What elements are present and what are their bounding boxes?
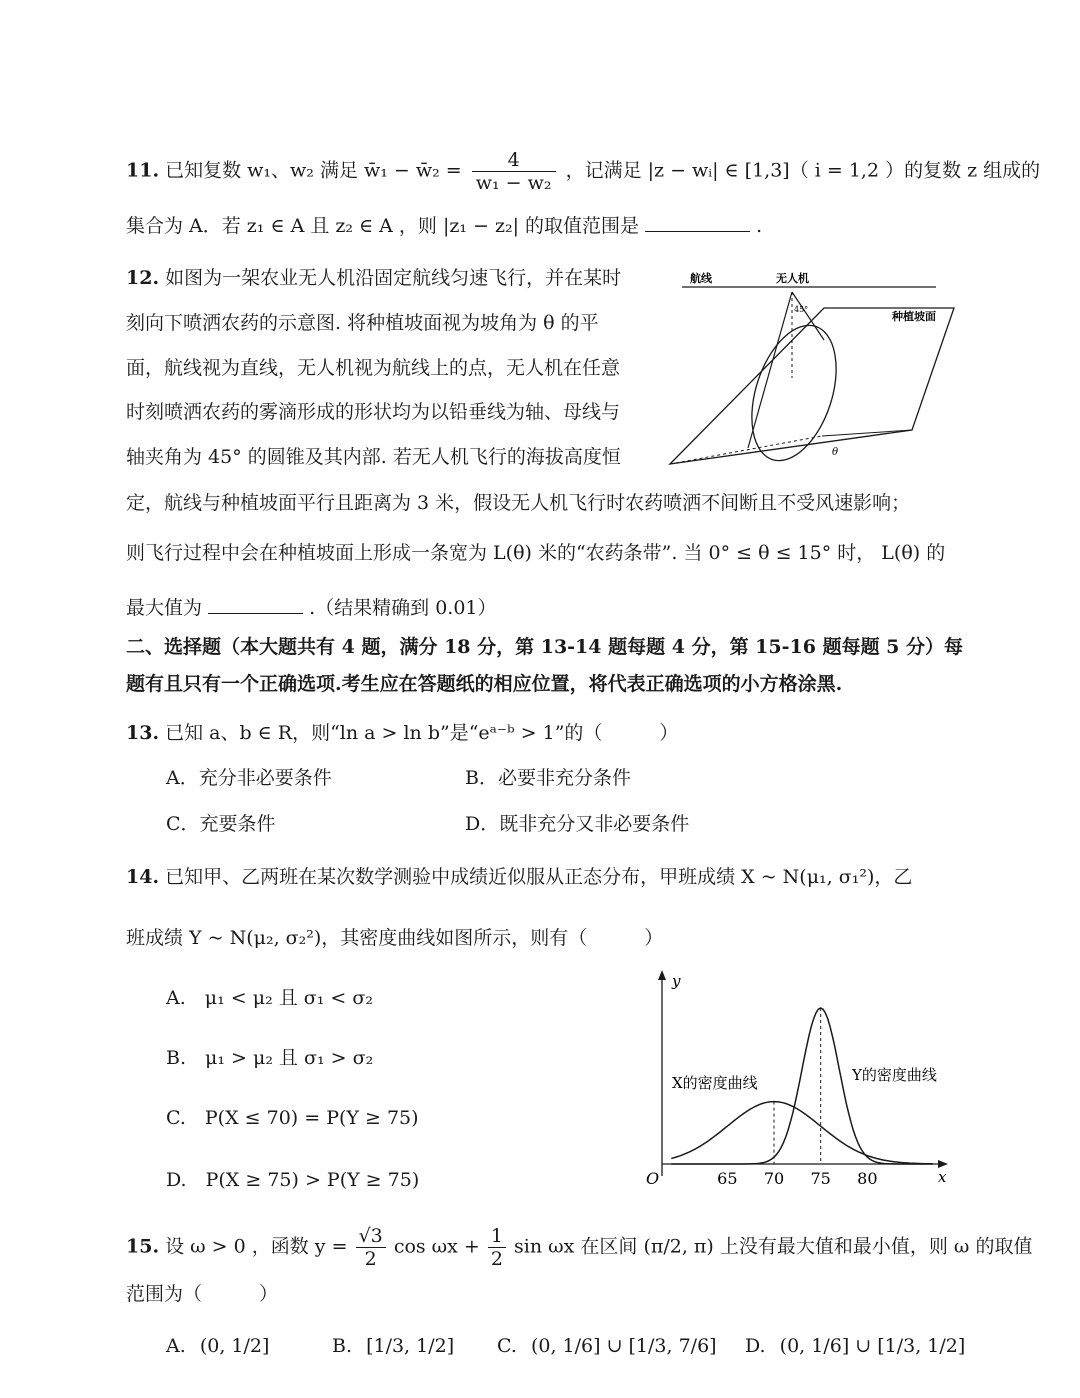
q11-answer-blank[interactable] — [645, 213, 750, 232]
q15-option-c-letter: C. — [497, 1335, 517, 1357]
q15-option-a[interactable] — [166, 1333, 269, 1359]
q11-end: . — [756, 215, 763, 237]
q13-option-a[interactable]: A．充分非必要条件 — [166, 767, 332, 789]
tick-label: 80 — [857, 1169, 878, 1188]
q12-text-b: .（结果精确到 0.01） — [309, 597, 497, 619]
q15-frac1-den: 2 — [364, 1248, 377, 1270]
q12-text-a: 最大值为 — [126, 597, 203, 619]
q14-option-b[interactable]: B. μ₁ > μ₂ 且 σ₁ > σ₂ — [166, 1047, 374, 1069]
tick-label: 70 — [763, 1169, 785, 1188]
density-chart — [640, 968, 950, 1198]
theta-label: θ — [832, 447, 839, 458]
q11-number: 11. — [126, 159, 160, 182]
q15-text-d: 上没有最大值和最小值，则 ω 的取值 — [719, 1235, 1033, 1258]
tick-label: 75 — [810, 1169, 831, 1188]
q12-line: 定，航线与种植坡面平行且距离为 3 米，假设无人机飞行时农药喷洒不间断且不受风速影响； — [126, 492, 911, 514]
plane-horizontal — [822, 430, 912, 436]
q15-option-c[interactable] — [497, 1333, 717, 1359]
q12-line: 刻向下喷洒农药的示意图. 将种植坡面视为坡角为 θ 的平 — [126, 312, 599, 334]
series-y-label: Y的密度曲线 — [852, 1066, 937, 1084]
q14-line1 — [126, 864, 912, 890]
cone-left — [748, 292, 792, 448]
q11-text-c: 集合为 A．若 z₁ ∈ A 且 z₂ ∈ A ，则 |z₁ − z₂| 的取值范围是 — [126, 215, 640, 237]
q13-option-b[interactable]: B．必要非充分条件 — [465, 767, 631, 789]
drone-label: 无人机 — [776, 272, 809, 285]
q11-fraction — [472, 149, 556, 194]
q12-line: 时刻喷洒农药的雾滴形成的形状均为以铅垂线为轴、母线与 — [126, 401, 621, 423]
q13-text: 已知 a、b ∈ R，则“ln a > ln b”是“eᵃ⁻ᵇ > 1”的（ ） — [165, 722, 679, 744]
q11-line1 — [126, 149, 1040, 194]
q15-interval: (π/2, π) — [643, 1235, 714, 1258]
drone-diagram — [664, 268, 964, 468]
q15-option-c-value: (0, 1/6] ∪ [1/3, 7/6] — [530, 1335, 717, 1357]
q15-option-a-value: (0, 1/2] — [199, 1335, 270, 1357]
section2-heading-line1: 二、选择题（本大题共有 4 题，满分 18 分，第 13-14 题每题 4 分，第 15-16 题每题 5 分）每 — [126, 636, 964, 658]
q12-answer-blank[interactable] — [208, 595, 303, 614]
q13-stem — [126, 720, 678, 746]
q15-frac2-den: 2 — [490, 1248, 503, 1270]
q15-text-b: cos ωx + — [393, 1235, 480, 1258]
q15-frac2-num: 1 — [488, 1225, 506, 1248]
q15-option-b-letter: B. — [332, 1335, 353, 1357]
q12-number: 12. — [126, 267, 160, 289]
q11-text-b: ，记满足 |z − wᵢ| ∈ [1,3]（ i = 1,2 ）的复数 z 组成的 — [565, 159, 1041, 182]
q14-line2: 班成绩 Y ~ N(μ₂, σ₂²)，其密度曲线如图所示，则有（ ） — [126, 927, 664, 949]
q14-number: 14. — [126, 866, 160, 888]
q15-option-d-letter: D. — [745, 1335, 766, 1357]
q14-text: 已知甲、乙两班在某次数学测验中成绩近似服从正态分布，甲班成绩 X ~ N(μ₁, σ₁²)，乙 — [165, 866, 913, 888]
q12-line: 则飞行过程中会在种植坡面上形成一条宽为 L(θ) 米的“农药条带”. 当 0° ≤ θ ≤ 15° 时， L(θ) 的 — [126, 542, 946, 564]
x-axis-label: x — [938, 1168, 947, 1186]
angle-45-label: 45° — [794, 305, 809, 314]
q15-frac2 — [488, 1225, 506, 1270]
q15-option-a-letter: A. — [166, 1335, 186, 1357]
cone-right — [792, 292, 824, 340]
q15-option-b[interactable] — [332, 1333, 454, 1359]
q15-option-b-value: [1/3, 1/2] — [366, 1335, 455, 1357]
q13-option-d[interactable]: D．既非充分又非必要条件 — [465, 813, 690, 835]
q15-option-d-value: (0, 1/6] ∪ [1/3, 1/2] — [779, 1335, 966, 1357]
q11-text-a: 已知复数 w₁、w₂ 满足 w̄₁ − w̄₂ = — [165, 159, 462, 182]
section2-heading-line2: 题有且只有一个正确选项.考生应在答题纸的相应位置，将代表正确选项的小方格涂黑. — [126, 673, 843, 695]
q15-frac1-num: √3 — [356, 1225, 386, 1248]
q11-frac-num: 4 — [472, 149, 556, 172]
q12-line: 面，航线视为直线，无人机视为航线上的点，无人机在任意 — [126, 357, 621, 379]
q13-number: 13. — [126, 722, 160, 744]
q14-option-c[interactable]: C. P(X ≤ 70) = P(Y ≥ 75) — [166, 1107, 419, 1129]
q13-option-c[interactable]: C．充要条件 — [166, 813, 276, 835]
q12-line1 — [126, 265, 621, 291]
q12-line: 轴夹角为 45° 的圆锥及其内部. 若无人机飞行的海拔高度恒 — [126, 446, 621, 468]
q14-option-a[interactable]: A. μ₁ < μ₂ 且 σ₁ < σ₂ — [166, 987, 373, 1009]
q15-option-d[interactable] — [745, 1333, 965, 1359]
slope-label: 种植坡面 — [892, 310, 936, 323]
route-label: 航线 — [690, 272, 712, 285]
tick-label: 65 — [717, 1169, 738, 1188]
origin-label: O — [646, 1169, 660, 1188]
q14-option-d[interactable]: D. P(X ≥ 75) > P(Y ≥ 75) — [166, 1169, 420, 1191]
q11-frac-den: w₁ − w₂ — [475, 172, 552, 194]
q12-line-last — [126, 595, 497, 621]
x-density-curve — [671, 1102, 932, 1164]
x-axis-arrow — [938, 1160, 948, 1168]
q15-text-c: sin ωx 在区间 — [514, 1235, 638, 1258]
q15-text-a: 设 ω > 0 ，函数 y = — [165, 1235, 348, 1258]
q12-text: 如图为一架农业无人机沿固定航线匀速飞行，并在某时 — [165, 267, 622, 289]
y-axis-arrow — [658, 970, 666, 980]
q15-line2: 范围为（ ） — [126, 1283, 279, 1305]
q15-number: 15. — [126, 1235, 160, 1258]
q15-frac1 — [356, 1225, 386, 1270]
q15-line1 — [126, 1225, 1032, 1270]
series-x-label: X的密度曲线 — [672, 1074, 758, 1092]
q11-line2 — [126, 213, 762, 239]
y-axis-label: y — [672, 972, 681, 990]
